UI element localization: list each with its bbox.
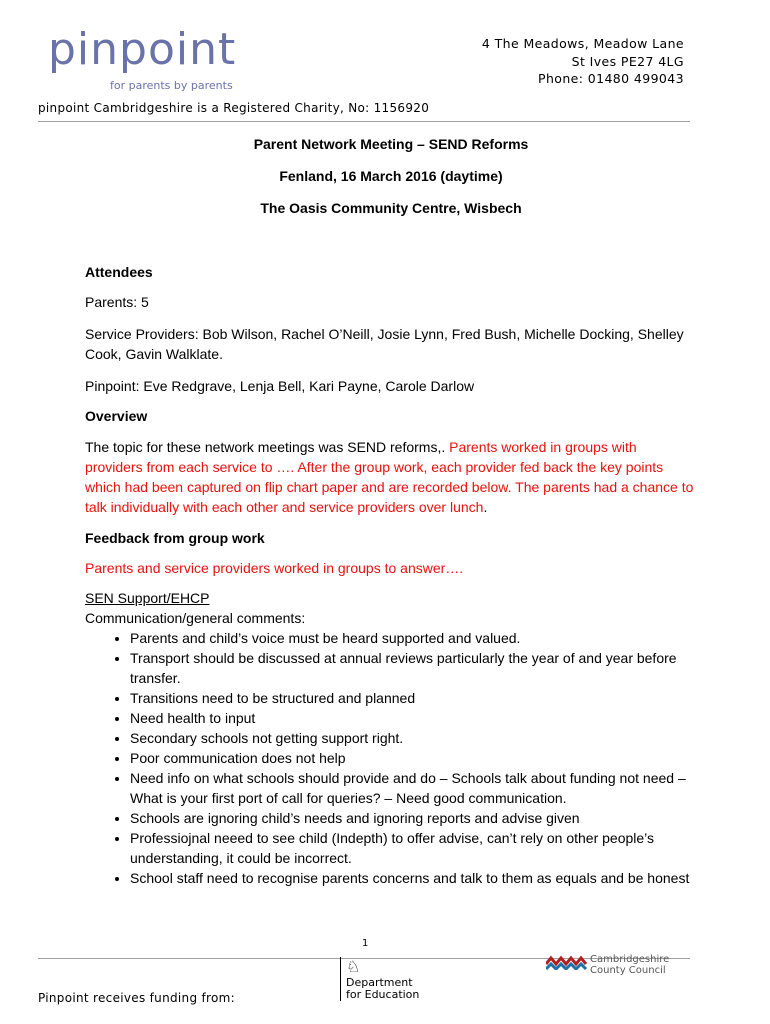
list-item: • Transport should be discussed at annual reviews particularly the year of and year before transfer. (130, 648, 697, 688)
page-number: 1 (362, 938, 369, 949)
dfe-logo (340, 957, 420, 1007)
list-item: • Professiojnal neeed to see child (Indepth) to offer advise, can’t rely on other people’s understanding, it could be incorrect. (130, 828, 697, 868)
list-item: • Need info on what schools should provide and do – Schools talk about funding not need – What is your first port of call for queries? – Need good communication. (130, 768, 697, 808)
overview-red-text: Parents worked in groups with providers from each service to …. After the group work, each provider fed back the key points which had been captured on flip chart paper and are recorded below. The parents had a chance to talk individually with each other and service providers over lunch (85, 439, 694, 515)
phone-line: Phone: 01480 499043 (538, 71, 684, 86)
comments-list (85, 628, 697, 888)
comments-label: Communication/general comments: (85, 610, 306, 626)
attendees-heading: Attendees (85, 264, 153, 280)
logo-tagline: for parents by parents (110, 79, 233, 92)
list-item: • School staff need to recognise parents concerns and talk to them as equals and be honest (130, 868, 697, 888)
council-name-line: Cambridgeshire (590, 954, 670, 965)
dfe-name-line: Department (346, 976, 413, 989)
document-body (85, 134, 697, 888)
sen-support-subheading: SEN Support/EHCP (85, 590, 210, 606)
pinpoint-logo (48, 24, 258, 94)
address-block (482, 35, 684, 88)
dfe-name-line: for Education (346, 988, 420, 1001)
list-item: • Poor communication does not help (130, 748, 697, 768)
list-item: • Transitions need to be structured and planned (130, 688, 697, 708)
list-item: • Parents and child’s voice must be heard supported and valued. (130, 628, 697, 648)
address-line: 4 The Meadows, Meadow Lane (481, 36, 684, 51)
logo-wordmark: pinpoint (48, 24, 237, 75)
cambridgeshire-council-logo (546, 954, 696, 984)
attendees-parents: Parents: 5 (85, 294, 149, 310)
meeting-venue: The Oasis Community Centre, Wisbech (260, 200, 522, 216)
royal-crest-icon: ♘ (346, 959, 361, 976)
attendees-providers: Service Providers: Bob Wilson, Rachel O’Neill, Josie Lynn, Fred Bush, Michelle Docking, Shelley Cook, Gavin Walklate. (85, 326, 684, 362)
list-item: • Secondary schools not getting support right. (130, 728, 697, 748)
overview-heading: Overview (85, 408, 148, 424)
council-waves-icon (546, 954, 588, 970)
address-line: St Ives PE27 4LG (571, 53, 684, 69)
council-name-line: County Council (590, 965, 666, 976)
funding-statement: Pinpoint receives funding from: (38, 991, 235, 1005)
attendees-pinpoint: Pinpoint: Eve Redgrave, Lenja Bell, Kari Payne, Carole Darlow (85, 378, 475, 394)
meeting-title: Parent Network Meeting – SEND Reforms (253, 136, 529, 152)
overview-text: The topic for these network meetings was SEND reforms,. (85, 439, 450, 455)
charity-registration: pinpoint Cambridgeshire is a Registered Charity, No: 1156920 (38, 101, 430, 115)
overview-paragraph (85, 437, 697, 517)
meeting-date: Fenland, 16 March 2016 (daytime) (279, 168, 503, 184)
dfe-logo-bar (340, 957, 341, 1001)
list-item: • Need health to input (130, 708, 697, 728)
overview-end: . (483, 499, 488, 515)
list-item: • Schools are ignoring child’s needs and ignoring reports and advise given (130, 808, 697, 828)
feedback-heading: Feedback from group work (85, 530, 265, 546)
header-divider (38, 121, 690, 122)
feedback-intro: Parents and service providers worked in groups to answer…. (85, 560, 464, 576)
